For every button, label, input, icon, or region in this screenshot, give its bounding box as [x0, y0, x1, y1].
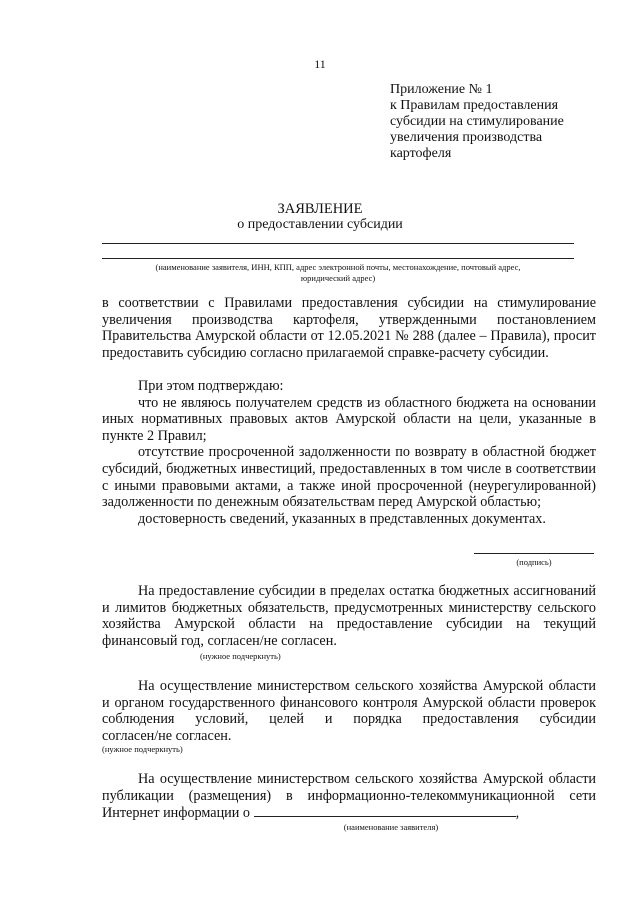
consent1-line: финансовый год, согласен/не согласен.: [102, 632, 337, 649]
confirm-heading: При этом подтверждаю:: [138, 378, 284, 394]
applicant-fill-line-1: [102, 243, 574, 244]
intro-line: Правительства Амурской области от 12.05.2021 № 288 (далее – Правила), просит: [102, 328, 596, 345]
applicant-name-blank: [254, 804, 516, 817]
appendix-line: Приложение № 1: [390, 82, 493, 97]
confirm-block: [102, 378, 596, 527]
applicant-fill-line-2: [102, 258, 574, 259]
applicant-caption: [102, 262, 574, 284]
consent1-line: хозяйства Амурской области на предоставление субсидии на текущий: [102, 616, 596, 633]
consent2-paragraph: [102, 678, 596, 744]
consent1-line: На предоставление субсидии в пределах остатка бюджетных ассигнований: [138, 583, 596, 599]
document-subtitle: о предоставлении субсидии: [237, 217, 403, 232]
consent3-line: публикации (размещения) в информационно-телекоммуникационной сети: [102, 787, 596, 804]
consent2-line: согласен/не согласен.: [102, 727, 232, 744]
consent3-prefix: Интернет информации о: [102, 805, 251, 822]
consent2-line: соблюдения условий, целей и порядка предоставления субсидии: [102, 711, 596, 728]
consent3-caption: (наименование заявителя): [343, 822, 439, 832]
intro-line: в соответствии с Правилами предоставления субсидии на стимулирование: [102, 295, 596, 311]
consent2-line: и органом государственного финансового контроля Амурской области проверок: [102, 694, 596, 711]
confirm-item2-line: с иными правовыми актами, а также иной просроченной (неурегулированной): [102, 477, 596, 494]
consent1-note: (нужное подчеркнуть): [200, 651, 281, 661]
applicant-caption-line: (наименование заявителя, ИНН, КПП, адрес электронной почты, местонахождение, почтовый адрес,: [155, 262, 521, 272]
appendix-line: к Правилам предоставления: [390, 98, 559, 113]
consent1-paragraph: [102, 583, 596, 649]
confirm-item2-line: задолженности по денежным обязательствам перед Амурской областью;: [102, 494, 542, 511]
consent2-line: На осуществление министерством сельского хозяйства Амурской области: [138, 678, 596, 694]
document-title: ЗАЯВЛЕНИЕ: [277, 201, 363, 217]
appendix-block: [390, 82, 630, 162]
applicant-caption-line: юридический адрес): [300, 273, 376, 283]
intro-line: предоставить субсидию согласно прилагаемой справке-расчету субсидии.: [102, 344, 549, 361]
appendix-line: субсидии на стимулирование: [390, 114, 564, 129]
consent3-line: На осуществление министерством сельского хозяйства Амурской области: [138, 771, 596, 787]
confirm-item3: достоверность сведений, указанных в представленных документах.: [138, 510, 546, 527]
consent3-paragraph: [102, 771, 596, 822]
consent1-line: и лимитов бюджетных обязательств, предусмотренных министерству сельского: [102, 599, 596, 616]
confirm-item2-line: субсидий, бюджетных инвестиций, предоставленных в том числе в соответствии: [102, 460, 596, 477]
confirm-item2-line: отсутствие просроченной задолженности по возврату в областной бюджет: [138, 444, 596, 461]
signature-line: [474, 553, 594, 554]
confirm-item1-line: пункте 2 Правил;: [102, 427, 207, 444]
consent3-suffix: ,: [515, 805, 520, 822]
confirm-item1-line: что не являюсь получателем средств из областного бюджета на основании: [138, 394, 596, 411]
confirm-item1-line: иных нормативных правовых актов Амурской области на цели, указанные в: [102, 411, 596, 428]
appendix-line: увеличения производства: [390, 130, 543, 145]
appendix-line: картофеля: [390, 146, 452, 161]
page-number: 11: [314, 57, 326, 71]
consent2-note: (нужное подчеркнуть): [102, 744, 183, 754]
intro-paragraph: [102, 295, 596, 361]
signature-caption: (подпись): [516, 557, 552, 567]
intro-line: увеличения производства картофеля, утвержденными постановлением: [102, 311, 596, 328]
consent3-line: [102, 804, 596, 822]
